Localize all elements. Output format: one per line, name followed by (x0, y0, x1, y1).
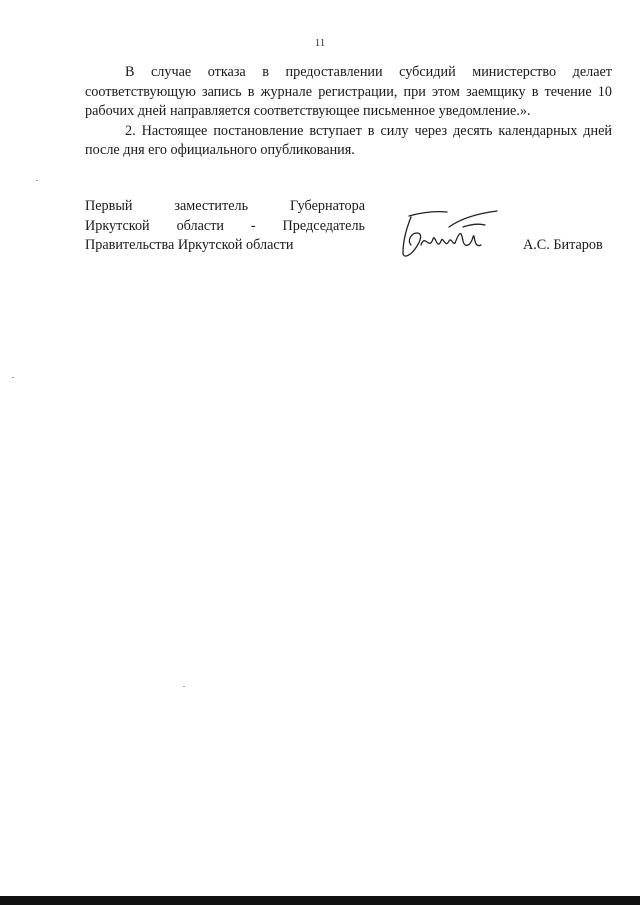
position-line-2: Иркутской области - Председатель (85, 217, 365, 234)
scan-speck (183, 686, 185, 687)
page-number: 11 (314, 37, 326, 49)
signer-name: А.С. Битаров (523, 237, 603, 253)
scan-speck (36, 180, 38, 181)
position-line-1: Первый заместитель Губернатора (85, 198, 365, 214)
document-body (85, 63, 612, 161)
paragraph-effective-date: 2. Настоящее постановление вступает в силу через десять календарных дней после дня его официального опубликования. (85, 122, 612, 158)
scan-edge-bar (0, 896, 640, 905)
signatory-position (85, 197, 365, 256)
scan-speck (12, 377, 14, 378)
paragraph-refusal: В случае отказа в предоставлении субсидий министерство делает соответствующую запись в журнале регистрации, при этом заемщику в течение 10 рабочих дней направляется соответствующее письменное уведомление.». (85, 64, 612, 119)
position-line-3: Правительства Иркутской области (85, 237, 294, 253)
handwritten-signature (393, 203, 501, 263)
